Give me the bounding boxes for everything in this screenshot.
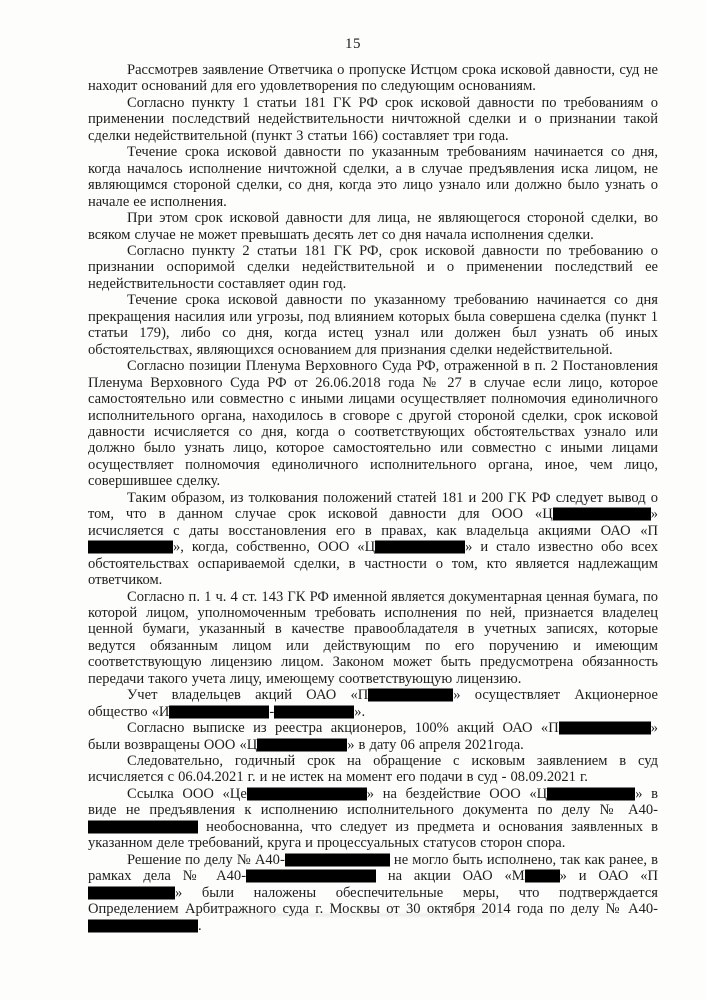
redaction-bar	[88, 541, 173, 554]
redaction-bar	[88, 919, 198, 932]
redaction-bar	[285, 853, 390, 866]
paragraph-1	[88, 62, 658, 95]
text-run: » исчисляется с даты восстановления его в правах, как владельца акциями ОАО «П	[88, 506, 658, 539]
text-run: Согласно пункту 1 статьи 181 ГК РФ срок исковой давности по требованиям о применении последствий недействительности ничтожной сделки и о признании такой сделки недействительной (пункт 3 статьи 166) составляет три года.	[88, 94, 658, 144]
text-run: Следовательно, годичный срок на обращение с исковым заявлением в суд исчисляется с 06.04.2021 г. и не истек на момент его подачи в суд - 08.09.2021 г.	[88, 753, 658, 786]
text-run: необоснованна, что следует из предмета и основания заявленных в указанном деле требований, круга и процессуальных статусов сторон спора.	[88, 818, 658, 852]
text-run: не могло быть исполнено, так как ранее, в рамках дела № А40-	[88, 851, 659, 885]
text-run: Согласно пункту 2 статьи 181 ГК РФ, срок исковой давности по требованию о признании оспоримой сделки недействительной и о применении последствий ее недействительности составляет один год.	[88, 242, 658, 292]
redaction-bar	[553, 508, 651, 521]
paragraph-12	[88, 753, 658, 786]
paragraph-8	[88, 490, 658, 589]
redaction-bar	[88, 886, 175, 899]
paragraph-5	[88, 243, 658, 292]
redaction-bar	[88, 820, 198, 833]
paragraph-7	[88, 358, 658, 490]
text-run: Ссылка ООО «Це	[127, 785, 247, 802]
text-run: » в дату 06 апреля 2021года.	[347, 736, 524, 753]
paragraph-11	[88, 720, 658, 753]
text-run: » и стало известно обо всех обстоятельствах оспариваемой сделки, в частности о том, кто является надлежащим ответчиком.	[88, 539, 658, 589]
paragraph-10	[88, 687, 658, 720]
redaction-bar	[257, 738, 347, 751]
redaction-bar	[274, 705, 354, 718]
text-run: Решение по делу № А40-	[127, 851, 285, 868]
paragraph-6	[88, 292, 658, 358]
text-run: на акции ОАО «М	[376, 868, 525, 885]
redaction-bar	[525, 870, 560, 883]
text-run: Согласно позиции Пленума Верховного Суда РФ, отраженной в п. 2 Постановления Пленума Верховного Суда РФ от 26.06.2018 года № 27 в случае если лицо, которое самостоятельно или совместно с иными лицами осуществляет полномочия единоличного исполнительного органа, находилось в сговоре с другой стороной сделки, срок исковой давности исчисляется со дня, когда о соответствующих обстоятельствах узнало или должно было узнать лицо, которое самостоятельно или совместно с иными лицами осуществляет полномочия единоличного исполнительного органа, иное, чем лицо, совершившее сделку.	[88, 358, 658, 490]
text-run: » были наложены обеспечительные меры, что подтверждается Определением Арбитражного суда г. Москвы от 30 октября 2014 года по делу № А40-	[88, 884, 658, 918]
text-run: » и ОАО «П	[559, 868, 658, 885]
text-run: » были возвращены ООО «Ц	[88, 720, 658, 753]
redaction-bar	[247, 787, 367, 800]
scan-smudge-artifact	[235, 913, 505, 917]
document-body	[88, 62, 658, 934]
text-run: » в виде не предъявления к исполнению исполнительного документа по делу № А40-	[88, 785, 659, 819]
paragraph-14	[88, 852, 658, 934]
redaction-bar	[368, 689, 453, 702]
text-run: Таким образом, из толкования положений статей 181 и 200 ГК РФ следует вывод о том, что в данном случае срок исковой давности для ООО «Ц	[88, 489, 658, 523]
redaction-bar	[169, 705, 269, 718]
text-run: Течение срока исковой давности по указанному требованию начинается со дня прекращения насилия или угрозы, под влиянием которых была совершена сделка (пункт 1 статьи 179), либо со дня, когда истец узнал или должен был узнать об иных обстоятельствах, являющихся основанием для признания сделки недействительной.	[88, 292, 658, 358]
text-run: -	[269, 703, 275, 720]
text-run: При этом срок исковой давности для лица, не являющегося стороной сделки, во всяком случае не может превышать десять лет со дня начала исполнения сделки.	[88, 210, 658, 243]
text-run: Рассмотрев заявление Ответчика о пропуске Истцом срока исковой давности, суд не находит оснований для его удовлетворения по следующим основаниям.	[88, 62, 658, 95]
paragraph-2	[88, 95, 658, 144]
text-run: » осуществляет Акционерное общество «И	[88, 687, 658, 720]
text-run: », когда, собственно, ООО «Ц	[173, 539, 376, 556]
text-run: Согласно выписке из реестра акционеров, 100% акций ОАО «П	[127, 720, 559, 737]
paragraph-3	[88, 144, 658, 210]
paragraph-13	[88, 786, 658, 852]
text-run: » на бездействие ООО «Ц	[366, 785, 548, 802]
redaction-bar	[559, 722, 651, 735]
paragraph-9	[88, 589, 658, 688]
text-run: Течение срока исковой давности по указанным требованиям начинается со дня, когда началось исполнение ничтожной сделки, а в случае предъявления иска лицом, не являющимся стороной сделки, со дня, когда это лицо узнало или должно было узнать о начале ее исполнения.	[88, 144, 658, 210]
redaction-bar	[375, 541, 465, 554]
text-run: .	[198, 917, 202, 934]
redaction-bar	[547, 787, 635, 800]
redaction-bar	[246, 870, 376, 883]
text-run: ».	[354, 703, 366, 720]
paragraph-4	[88, 210, 658, 243]
text-run: Учет владельцев акций ОАО «П	[127, 687, 369, 704]
text-run: Согласно п. 1 ч. 4 ст. 143 ГК РФ именной является документарная ценная бумага, по которой лицом, уполномоченным требовать исполнения по ней, признается владелец ценной бумаги, указанный в качестве правообладателя в учетных записях, которые ведутся обязанным лицом или действующим по его поручению и имеющим соответствующую лицензию лицом. Законом может быть предусмотрена обязанность передачи такого учета лицу, имеющему соответствующую лицензию.	[88, 588, 658, 687]
page-number: 15	[345, 36, 361, 52]
